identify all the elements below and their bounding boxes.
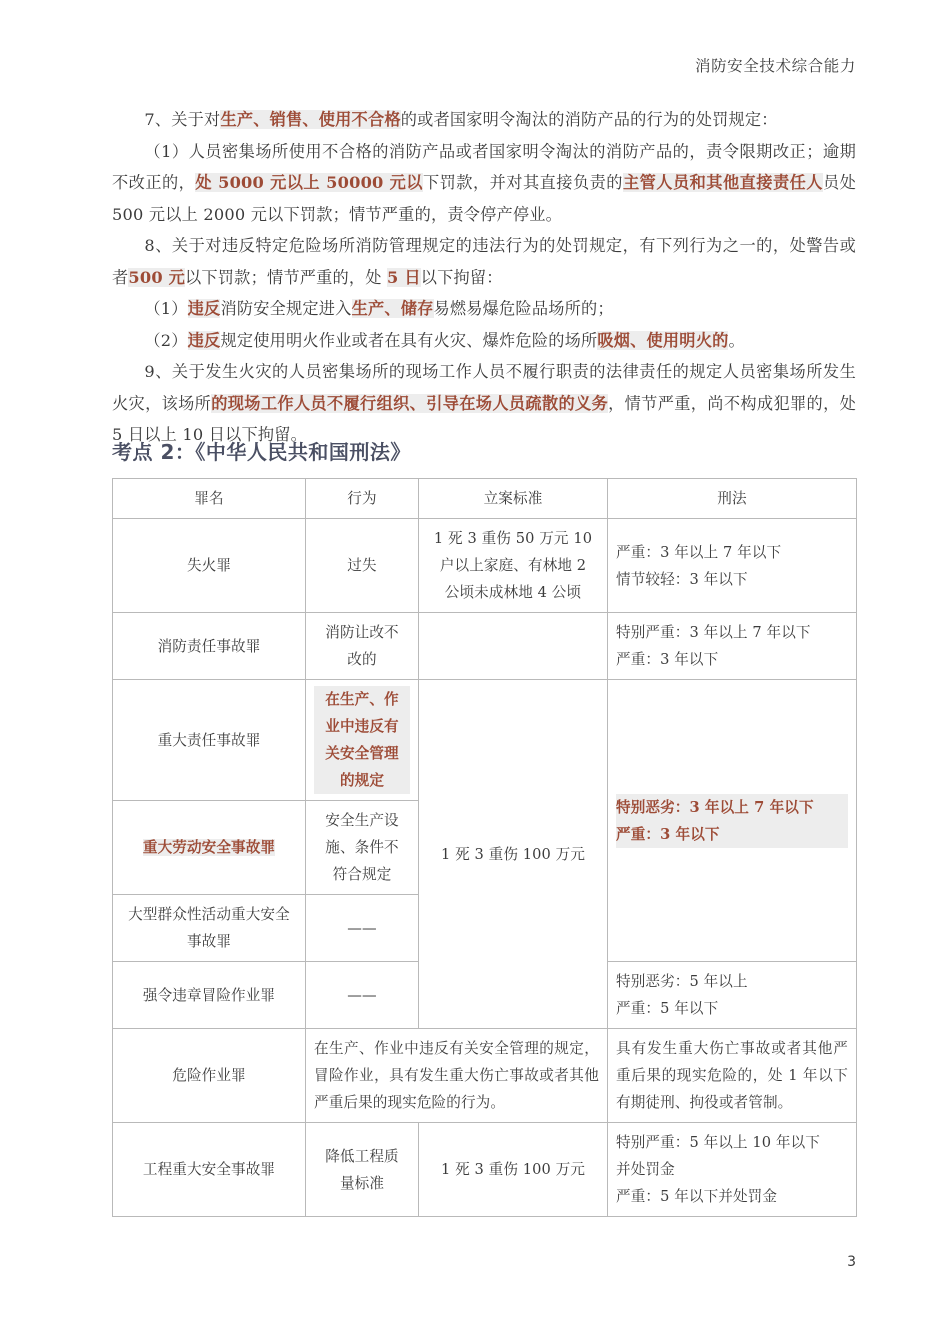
cell-line: 户以上家庭、有林地 2 — [439, 557, 587, 574]
highlighted-text: 生产、销售、使用不合格 — [220, 110, 401, 129]
cell-penalty — [608, 1123, 857, 1217]
cell-line: 安全生产设 — [325, 812, 399, 829]
cell-crime — [113, 801, 306, 895]
text-run: （1）人员密集场所使用不合格的消防产品或者国家明令淘汰的消防产品的，责令限期改正；逾期不改正的， — [112, 141, 856, 192]
cell-line: 1 死 3 重伤 50 万元 10 — [433, 530, 593, 547]
cell-line: 特别严重：3 年以上 7 年以下 — [616, 624, 811, 641]
highlighted-text: 违反 — [187, 299, 221, 318]
column-header-4: 刑法 — [608, 479, 857, 519]
cell-crime: 重大责任事故罪 — [113, 680, 306, 801]
cell-standard-merged: 1 死 3 重伤 100 万元 — [419, 680, 608, 1029]
paragraph-8-item-2 — [112, 325, 856, 357]
cell-line: 情节较轻：3 年以下 — [616, 570, 748, 588]
cell-line: 施、条件不 — [325, 839, 399, 856]
cell-crime: 危险作业罪 — [113, 1029, 306, 1123]
cell-line: 并处罚金 — [616, 1161, 675, 1178]
cell-line: 严重：3 年以下 — [616, 651, 719, 668]
cell-standard — [419, 519, 608, 613]
page-number: 3 — [847, 1254, 856, 1270]
highlighted-text: 违反 — [187, 330, 221, 350]
criminal-law-table-wrapper — [112, 478, 856, 1217]
cell-line: 在生产、作 — [314, 686, 410, 713]
paragraph-8 — [112, 230, 856, 293]
cell-penalty: 具有发生重大伤亡事故或者其他严重后果的现实危险的，处 1 年以下有期徒刑、拘役或者管制。 — [608, 1029, 857, 1123]
cell-line: 特别恶劣：5 年以上 — [616, 973, 748, 990]
table-row — [113, 613, 857, 680]
cell-line: 过失 — [347, 557, 377, 574]
cell-line: 业中违反有 — [314, 713, 410, 740]
column-header-2: 行为 — [306, 479, 419, 519]
cell-line: 严重：5 年以下 — [616, 1000, 719, 1017]
cell-line: —— — [347, 919, 377, 937]
highlighted-text: 500 元 — [128, 267, 186, 287]
paragraph-7 — [112, 104, 856, 136]
text-run: 7、关于对 — [144, 110, 221, 129]
cell-standard-empty — [419, 613, 608, 680]
highlighted-text: 重大劳动安全事故罪 — [142, 839, 276, 856]
cell-behavior — [306, 680, 419, 801]
text-run: 易燃易爆危险品场所的； — [433, 299, 614, 318]
cell-line: 消防让改不 — [325, 624, 399, 641]
highlighted-text: 5 日 — [387, 267, 421, 287]
cell-line: 关安全管理 — [314, 740, 410, 767]
cell-behavior-wide: 在生产、作业中违反有关安全管理的规定，冒险作业，具有发生重大伤亡事故或者其他严重后果的现实危险的行为。 — [306, 1029, 608, 1123]
text-run: 以下罚款；情节严重的，处 — [185, 267, 388, 287]
cell-behavior — [306, 801, 419, 895]
text-run: 消防安全规定进入 — [220, 299, 352, 318]
cell-crime: 消防责任事故罪 — [113, 613, 306, 680]
text-run: 以下拘留： — [420, 267, 503, 287]
cell-standard — [419, 1123, 608, 1217]
cell-penalty-merged — [608, 680, 857, 962]
column-header-1: 罪名 — [113, 479, 306, 519]
paragraph-8-item-1 — [112, 293, 856, 325]
cell-line: 符合规定 — [332, 866, 392, 883]
table-row — [113, 1029, 857, 1123]
cell-line: 特别严重：5 年以上 10 年以下 — [616, 1134, 821, 1151]
section-heading-kaodian-2: 考点 2：《中华人民共和国刑法》 — [112, 440, 411, 464]
cell-penalty — [608, 962, 857, 1029]
cell-penalty — [608, 519, 857, 613]
cell-line: 量标准 — [339, 1174, 385, 1192]
text-run: （1） — [144, 299, 188, 318]
cell-line: 公顷未成林地 4 公顷 — [444, 584, 582, 601]
cell-behavior — [306, 613, 419, 680]
table-header-row — [113, 479, 857, 519]
highlighted-text: 的现场工作人员不履行组织、引导在场人员疏散的义务 — [211, 393, 609, 413]
cell-behavior — [306, 1123, 419, 1217]
highlighted-text: 生产、储存 — [351, 299, 434, 318]
cell-line: 特别恶劣：3 年以上 7 年以下 — [616, 794, 848, 821]
text-run: 的或者国家明令淘汰的消防产品的行为的处罚规定： — [400, 110, 778, 129]
cell-penalty — [608, 613, 857, 680]
table-row — [113, 1123, 857, 1217]
paragraph-7-item-1 — [112, 136, 856, 231]
cell-line: 严重：5 年以下并处罚金 — [616, 1188, 778, 1205]
cell-line: 1 死 3 重伤 100 万元 — [440, 1161, 586, 1178]
text-run: 规定使用明火作业或者在具有火灾、爆炸危险的场所 — [220, 330, 598, 350]
cell-behavior — [306, 895, 419, 962]
highlighted-text: 处 5000 元以上 50000 元以 — [195, 173, 423, 192]
cell-crime: 失火罪 — [113, 519, 306, 613]
cell-line: 严重：3 年以下 — [616, 821, 848, 848]
text-run: 8、关于对违反特定危险场所消防管理规定的违法行为的处罚规定，有下列行为之一的，处警告或者 — [112, 236, 856, 287]
highlighted-text: 吸烟、使用明火的 — [597, 330, 729, 350]
cell-behavior — [306, 519, 419, 613]
cell-crime: 强令违章冒险作业罪 — [113, 962, 306, 1029]
body-text-block — [112, 104, 856, 451]
cell-behavior — [306, 962, 419, 1029]
text-run: 9、关于发生火灾的人员密集场所的现场工作人员不履行职责的法律责任的规定人员密集场所发生火灾，该场所 — [112, 362, 856, 413]
column-header-3: 立案标准 — [419, 479, 608, 519]
cell-line: —— — [347, 986, 377, 1004]
table-row — [113, 519, 857, 613]
cell-line: 改的 — [347, 651, 377, 668]
cell-crime: 工程重大安全事故罪 — [113, 1123, 306, 1217]
text-run: 员处 500 元以上 2000 元以下罚款；情节严重的，责令停产停业。 — [112, 173, 857, 224]
text-run: 下罚款，并对其直接负责的 — [422, 173, 623, 192]
cell-crime: 大型群众性活动重大安全事故罪 — [113, 895, 306, 962]
text-run: ，情节严重，尚不构成犯罪的，处 5 日以上 10 日以下拘留。 — [112, 393, 856, 444]
criminal-law-table — [112, 478, 857, 1217]
text-run: （2） — [144, 330, 188, 350]
cell-line: 的规定 — [314, 767, 410, 794]
cell-line: 严重：3 年以上 7 年以下 — [616, 543, 782, 561]
table-row — [113, 680, 857, 801]
running-header-title: 消防安全技术综合能力 — [694, 57, 856, 75]
text-run: 。 — [728, 330, 745, 350]
highlighted-text: 主管人员和其他直接责任人 — [622, 173, 823, 192]
cell-line: 降低工程质 — [325, 1147, 399, 1165]
